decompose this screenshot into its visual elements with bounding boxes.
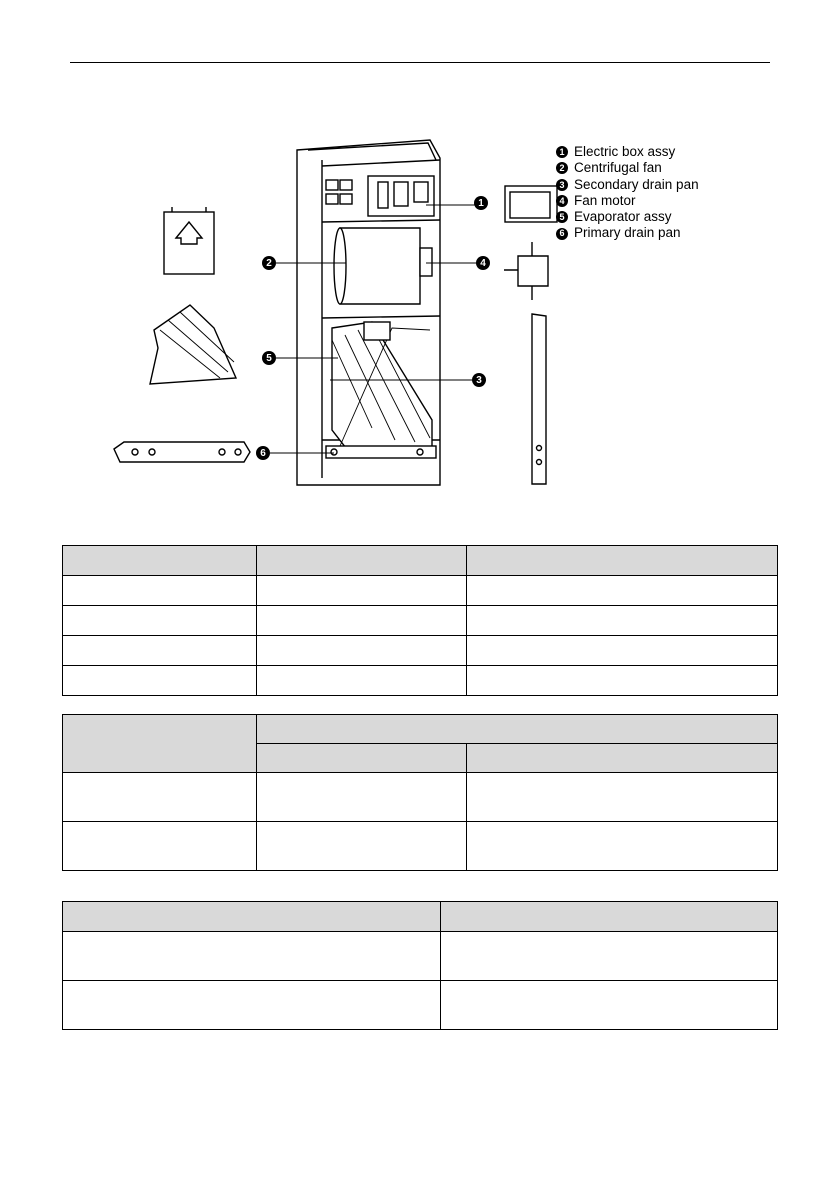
table-header-row <box>63 546 778 576</box>
legend-number: 5 <box>556 211 568 223</box>
legend-label: Primary drain pan <box>574 225 681 241</box>
table-row <box>63 773 778 822</box>
table-cell <box>63 666 257 696</box>
table-cell <box>257 666 467 696</box>
callout-6: 6 <box>256 446 270 460</box>
table-row <box>63 822 778 871</box>
legend-item <box>556 193 699 209</box>
table-cell <box>467 773 778 822</box>
table-row <box>63 932 778 981</box>
legend-number: 1 <box>556 146 568 158</box>
parts-legend <box>556 144 699 242</box>
exploded-view-illustration <box>0 0 840 500</box>
table-cell <box>441 932 778 981</box>
table-row <box>63 606 778 636</box>
legend-label: Fan motor <box>574 192 636 208</box>
legend-item <box>556 209 699 225</box>
table-row <box>63 576 778 606</box>
table-cell <box>257 576 467 606</box>
legend-number: 2 <box>556 162 568 174</box>
table-cell <box>257 773 467 822</box>
table-row <box>63 666 778 696</box>
table-cell <box>63 932 441 981</box>
table-header-cell <box>63 902 441 932</box>
legend-label: Centrifugal fan <box>574 160 662 176</box>
table-row <box>63 981 778 1030</box>
table-header-row <box>63 715 778 744</box>
detached-evaporator <box>150 305 236 384</box>
table-header-cell <box>441 902 778 932</box>
table-header-cell <box>257 744 467 773</box>
table-cell <box>467 666 778 696</box>
legend-label: Electric box assy <box>574 144 676 159</box>
callout-1: 1 <box>474 196 488 210</box>
table-cell <box>257 636 467 666</box>
table-header-row <box>63 902 778 932</box>
legend-number: 6 <box>556 228 568 240</box>
centrifugal-fan <box>336 228 420 304</box>
callout-2: 2 <box>262 256 276 270</box>
table-cell <box>467 606 778 636</box>
table-header-cell <box>467 546 778 576</box>
table-cell <box>257 606 467 636</box>
table-cell <box>441 981 778 1030</box>
detached-fan-motor <box>518 256 548 286</box>
table-header-cell <box>257 715 778 744</box>
table-cell <box>63 822 257 871</box>
table-cell <box>257 822 467 871</box>
legend-label: Evaporator assy <box>574 209 672 225</box>
spec-table-3 <box>62 901 778 1030</box>
table-header-cell <box>63 546 257 576</box>
legend-number: 3 <box>556 179 568 191</box>
spec-table-1 <box>62 545 778 696</box>
table-row <box>63 636 778 666</box>
table-cell <box>467 576 778 606</box>
legend-item <box>556 177 699 193</box>
table-cell <box>63 773 257 822</box>
legend-item <box>556 160 699 176</box>
table-cell <box>63 981 441 1030</box>
detached-secondary-drain-pan <box>532 314 546 484</box>
table-header-cell <box>63 715 257 773</box>
table-header-cell <box>467 744 778 773</box>
table-cell <box>63 576 257 606</box>
callout-4: 4 <box>476 256 490 270</box>
table-cell <box>467 822 778 871</box>
legend-item <box>556 225 699 241</box>
spec-table-2 <box>62 714 778 871</box>
legend-number: 4 <box>556 195 568 207</box>
table-cell <box>467 636 778 666</box>
fan-motor-in-cabinet <box>420 248 432 276</box>
table-header-cell <box>257 546 467 576</box>
callout-5: 5 <box>262 351 276 365</box>
legend-item <box>556 144 699 160</box>
legend-label: Secondary drain pan <box>574 176 699 192</box>
table-cell <box>63 636 257 666</box>
table-cell <box>63 606 257 636</box>
callout-3: 3 <box>472 373 486 387</box>
